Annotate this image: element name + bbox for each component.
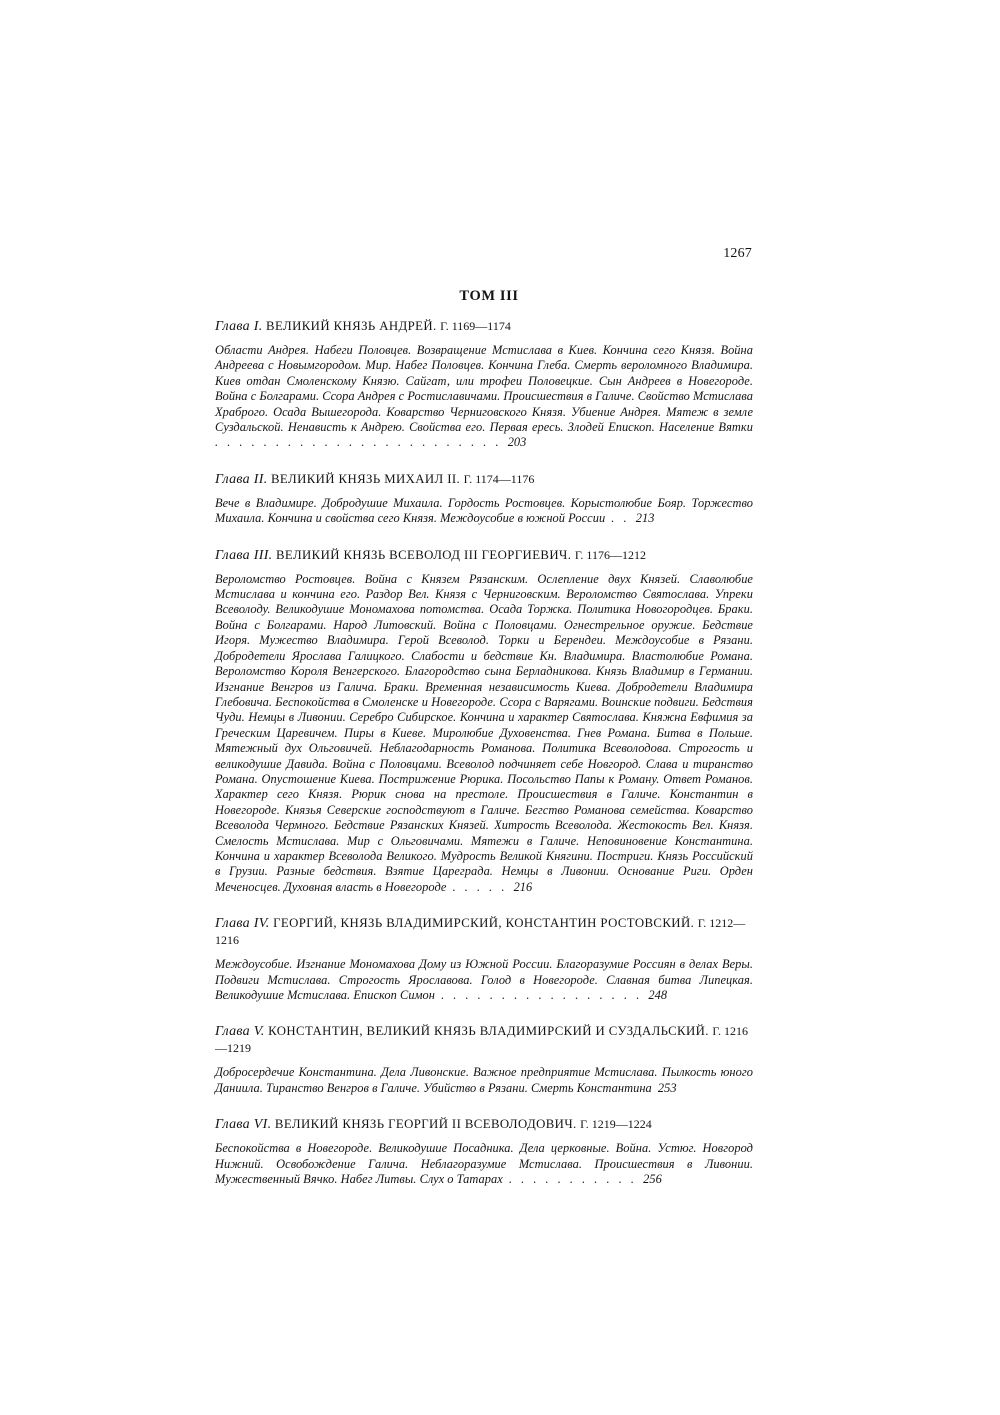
chapter-title: ВЕЛИКИЙ КНЯЗЬ МИХАИЛ II. (271, 471, 461, 486)
chapter-years: Г. 1169—1174 (440, 319, 511, 333)
dot-leader: . . . . . . . . . . . . . . . . . (434, 988, 649, 1002)
chapter-years: Г. 1174—1176 (463, 471, 535, 486)
chapter-page-ref: 216 (513, 879, 533, 894)
chapter-heading (215, 547, 753, 564)
chapter-title: ВЕЛИКИЙ КНЯЗЬ ВСЕВОЛОД III ГЕОРГИЕВИЧ. (275, 547, 572, 562)
chapter-title: ВЕЛИКИЙ КНЯЗЬ АНДРЕЙ. (266, 319, 437, 333)
volume-title: ТОМ III (459, 288, 519, 304)
chapter-years: Г. 1216—1219 (215, 1024, 748, 1056)
chapter-summary (215, 343, 753, 451)
chapter-label: Глава V. (215, 1024, 265, 1040)
chapter-summary-text: Области Андрея. Набеги Половцев. Возвращение Мстислава в Киев. Кончина сего Князя. Война Андреева с Новымгородом. Мир. Набег Половцев. Кончина Глеба. Смерть вероломного Владимира. Киев отдан Смоленскому Князю. Сайгат, или трофеи Половецкие. Сын Андреев в Новегороде. Война с Болгарами. Ссора Андрея с Ростиславичами. Происшествия в Галиче. Свойство Мстислава Храброго. Осада Вышегорода. Коварство Черниговского Князя. Убиение Андрея. Мятеж в земле Суздальской. Ненависть к Андрею. Свойства его. Первая ересь. Злодей Епископ. Население Вятки (215, 343, 753, 435)
chapter-page-ref: 203 (507, 435, 527, 450)
chapter-years: Г. 1176—1212 (574, 547, 646, 562)
chapter-entry (215, 471, 753, 527)
chapter-summary-text: Вече в Владимире. Добродушие Михаила. Гордость Ростовцев. Корыстолюбие Бояр. Торжество Михаила. Кончина и свойства сего Князя. Междоусобие в южной России (215, 495, 753, 526)
chapter-years: Г. 1212—1216 (215, 916, 746, 948)
chapter-summary (215, 572, 753, 896)
chapter-label: Глава VI. (215, 1117, 272, 1133)
chapter-heading (215, 1116, 753, 1133)
chapter-summary-text: Беспокойства в Новегороде. Великодушие Посадника. Дела церковные. Война. Устюг. Новгород Нижний. Освобождение Галича. Неблагоразумие Мстислава. Происшествия в Ливонии. Мужественный Вячко. Набег Литвы. Слух о Татарах (215, 1141, 753, 1187)
chapter-title: КОНСТАНТИН, ВЕЛИКИЙ КНЯЗЬ ВЛАДИМИРСКИЙ И СУЗДАЛЬСКИЙ. (268, 1024, 709, 1039)
chapter-years: Г. 1219—1224 (580, 1117, 652, 1132)
chapter-heading (215, 1023, 753, 1057)
chapter-page-ref: 248 (648, 988, 668, 1002)
table-of-contents (215, 288, 753, 1207)
chapter-summary (215, 957, 753, 1003)
chapter-heading (215, 318, 753, 335)
chapter-title: ВЕЛИКИЙ КНЯЗЬ ГЕОРГИЙ II ВСЕВОЛОДОВИЧ. (274, 1117, 577, 1132)
page-number: 1267 (723, 246, 752, 261)
dot-leader: . . . . . (446, 879, 514, 894)
chapter-label: Глава II. (215, 471, 268, 487)
chapter-summary-text: Добросердечие Константина. Дела Ливонские. Важное предприятие Мстислава. Пылкость юного Даниила. Тиранство Венгров в Галиче. Убийство в Рязани. Смерть Константина (215, 1065, 753, 1095)
dot-leader: . . (605, 511, 636, 526)
chapter-page-ref: 256 (643, 1172, 662, 1187)
chapter-page-ref: 253 (657, 1080, 677, 1095)
chapter-summary-text: Вероломство Ростовцев. Война с Князем Рязанским. Ослепление двух Князей. Славолюбие Мстислава и кончина его. Раздор Вел. Князя с Черниговским. Вероломство Святослава. Упреки Всеволоду. Великодушие Мономахова потомства. Осада Торжка. Политика Новогородцев. Браки. Война с Болгарами. Народ Литовский. Война с Половцами. Огнестрельное оружие. Бедствие Игоря. Мужество Владимира. Герой Всеволод. Торки и Берендеи. Междоусобие в Рязани. Добродетели Ярослава Галицкого. Слабости и бедствие Кн. Владимира. Властолюбие Романа. Вероломство Короля Венгерского. Благородство сына Берладникова. Князь Владимир в Германии. Изгнание Венгров из Галича. Браки. Временная независимость Киева. Добродетели Владимира Глебовича. Беспокойства в Смоленске и Новегороде. Ссора с Варягами. Воинские подвиги. Бедствия Чуди. Немцы в Ливонии. Серебро Сибирское. Кончина и характер Святослава. Княжна Евфимия за Греческим Царевичем. Пиры в Киеве. Миролюбие Духовенства. Гнев Романа. Битва в Польше. Мятежный дух Ольговичей. Неблагодарность Романова. Политика Всеволодова. Строгость и великодушие Давида. Война с Половцами. Всеволод подчиняет себе Новгород. Слава и тиранство Романа. Опустошение Киева. Пострижение Рюрика. Посольство Папы к Роману. Ответ Романов. Характер сего Князя. Рюрик снова на престоле. Происшествия в Галиче. Константин в Новегороде. Князья Северские господствуют в Галиче. Бегство Романова семейства. Коварство Всеволода Чермного. Бедствие Рязанских Князей. Хитрость Всеволода. Жестокость Вел. Князя. Смелость Мстислава. Мир с Ольговичами. Мятежи в Галиче. Неповиновение Константина. Кончина и характер Всеволода Великого. Мудрость Великой Княгини. Постриги. Князь Российский в Грузии. Разные бедствия. Взятие Цареграда. Немцы в Ливонии. Основание Риги. Орден Меченосцев. Духовная власть в Новегороде (215, 571, 753, 894)
chapter-entry (215, 547, 753, 896)
dot-leader: . . . . . . . . . . . (502, 1172, 644, 1187)
chapter-heading (215, 471, 753, 488)
chapter-label: Глава III. (215, 547, 273, 563)
chapter-label: Глава I. (215, 319, 263, 334)
chapter-summary-text: Междоусобие. Изгнание Мономахова Дому из Южной России. Благоразумие Россиян в делах Веры. Подвиги Мстислава. Строгость Ярославова. Голод в Новегороде. Славная битва Липецкая. Великодушие Мстислава. Епископ Симон (215, 957, 753, 1002)
chapter-title: ГЕОРГИЙ, КНЯЗЬ ВЛАДИМИРСКИЙ, КОНСТАНТИН РОСТОВСКИЙ. (273, 916, 695, 931)
dot-leader: . . . . . . . . . . . . . . . . . . . . . . . . (215, 435, 508, 450)
chapter-entry (215, 1116, 753, 1187)
chapter-summary (215, 496, 753, 527)
chapter-entry (215, 318, 753, 451)
chapter-page-ref: 213 (635, 511, 655, 526)
chapter-entry (215, 915, 753, 1003)
chapter-summary (215, 1065, 753, 1096)
chapter-label: Глава IV. (215, 916, 270, 932)
chapter-entry (215, 1023, 753, 1096)
chapter-summary (215, 1141, 753, 1187)
chapter-heading (215, 915, 753, 949)
